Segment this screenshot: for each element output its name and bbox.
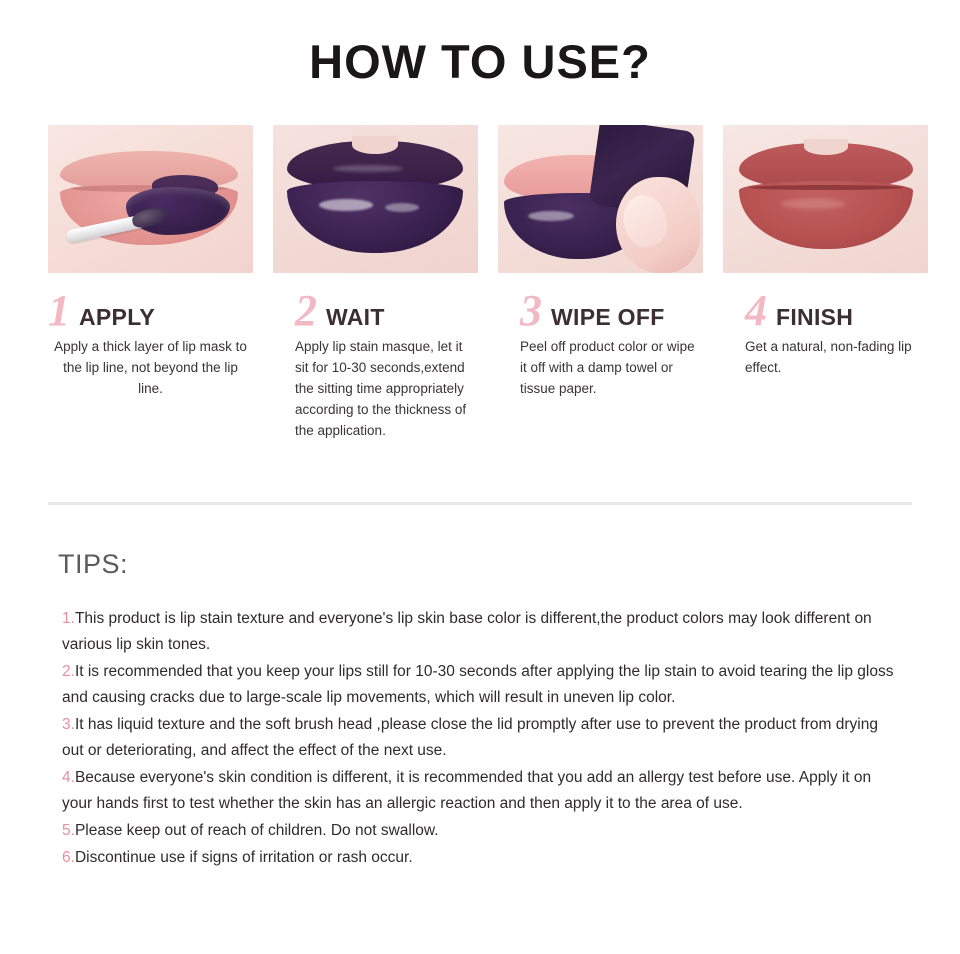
step-card-3 — [498, 125, 703, 442]
step-4-number: 4 — [745, 286, 767, 335]
gloss-highlight-upper — [333, 165, 403, 172]
step-1-description: Apply a thick layer of lip mask to the lip line, not beyond the lip line. — [54, 339, 247, 396]
tip-4-text: Because everyone's skin condition is different, it is recommended that you add an allergy test before use. Apply it on your hands first to test whether the skin has an allergic reaction and then apply it to the area of use. — [62, 768, 872, 812]
gloss-highlight-left — [319, 199, 373, 211]
step-2-description: Apply lip stain masque, let it sit for 10-30 seconds,extend the sitting time appropriately according to the thickness of the application. — [295, 339, 467, 438]
tip-5-number: 5. — [62, 821, 75, 839]
gloss-highlight-right — [385, 203, 419, 212]
lower-lip-shape — [287, 181, 463, 253]
step-3-number: 3 — [520, 286, 542, 335]
tip-item-2 — [62, 659, 900, 711]
tip-item-1 — [62, 606, 900, 658]
matte-sheen — [781, 199, 845, 209]
tip-1-text: This product is lip stain texture and everyone's lip skin base color is different,the product colors may look different on various lip skin tones. — [62, 609, 872, 653]
mouth-line — [749, 185, 903, 190]
step-3-description: Peel off product color or wipe it off with a damp towel or tissue paper. — [520, 339, 695, 396]
step-card-1 — [48, 125, 253, 442]
page-title: HOW TO USE? — [309, 35, 651, 88]
tips-list — [62, 606, 900, 871]
step-4-label: FINISH — [776, 304, 854, 330]
lower-lip-shape — [739, 181, 913, 249]
step-2-image — [273, 125, 478, 273]
tip-5-text: Please keep out of reach of children. Do not swallow. — [74, 821, 439, 839]
step-1-heading — [48, 286, 253, 335]
gloss-highlight — [528, 211, 574, 221]
step-1-image — [48, 125, 253, 273]
tips-title: TIPS: — [58, 548, 129, 579]
tip-item-3 — [62, 712, 900, 764]
tip-3-number: 3. — [62, 715, 75, 733]
tip-2-number: 2. — [62, 662, 75, 680]
tip-2-text: It is recommended that you keep your lips still for 10-30 seconds after applying the lip stain to avoid tearing the lip gloss and causing cracks due to large-scale lip movements, which will result in uneven lip color. — [62, 662, 894, 706]
step-2-label: WAIT — [326, 304, 385, 330]
tip-1-number: 1. — [62, 609, 75, 627]
step-4-description: Get a natural, non-fading lip effect. — [745, 339, 912, 375]
tip-6-number: 6. — [62, 848, 75, 866]
step-2-heading — [295, 286, 478, 335]
tip-item-6 — [62, 845, 900, 871]
tip-6-text: Discontinue use if signs of irritation or rash occur. — [74, 848, 413, 866]
tip-item-4 — [62, 765, 900, 817]
step-3-heading — [520, 286, 703, 335]
step-2-number: 2 — [295, 286, 317, 335]
tip-item-5 — [62, 818, 900, 844]
step-card-2 — [273, 125, 478, 442]
step-1-label: APPLY — [79, 304, 156, 330]
tip-3-text: It has liquid texture and the soft brush head ,please close the lid promptly after use to prevent the product from drying out or deteriorating, and affect the effect of the next use. — [62, 715, 878, 759]
section-divider — [48, 502, 912, 505]
step-4-heading — [745, 286, 928, 335]
step-3-label: WIPE OFF — [551, 304, 665, 330]
tip-4-number: 4. — [62, 768, 75, 786]
step-card-4 — [723, 125, 928, 442]
step-1-number: 1 — [48, 286, 70, 335]
step-4-image — [723, 125, 928, 273]
step-3-image — [498, 125, 703, 273]
steps-row — [0, 125, 960, 442]
